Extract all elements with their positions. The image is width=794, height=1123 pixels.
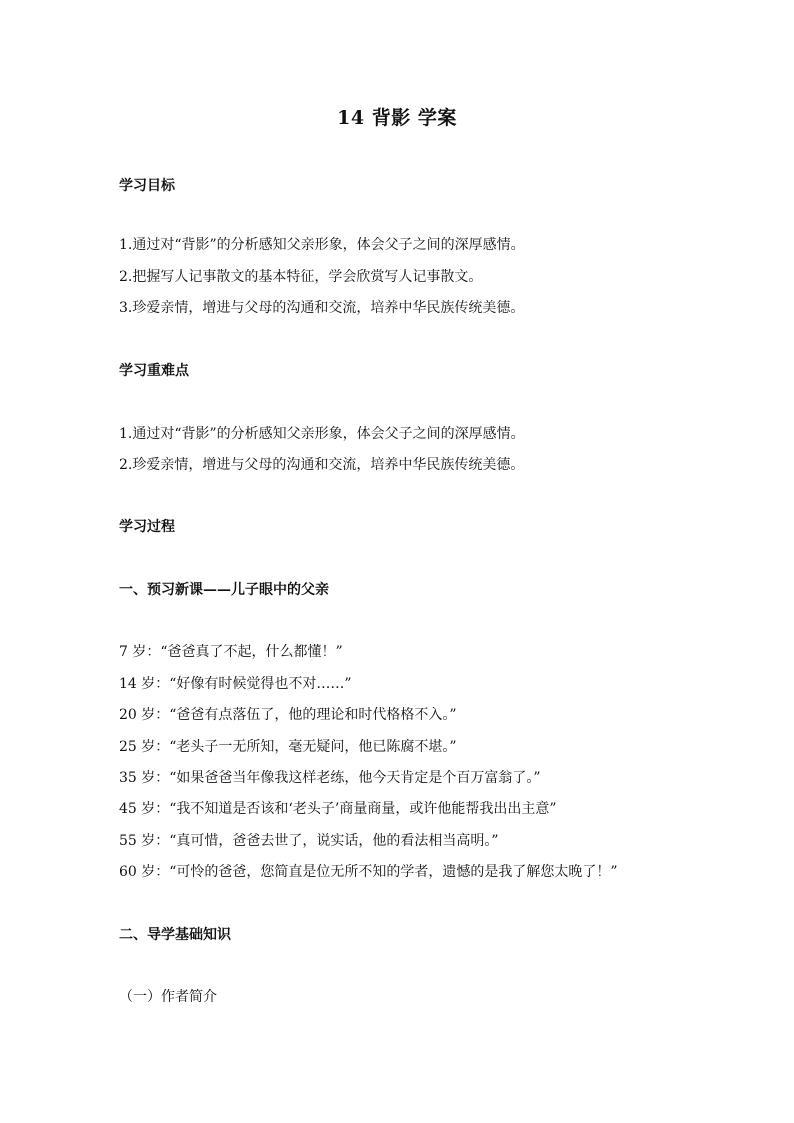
age-quote-60: 60 岁：“可怜的爸爸，您简直是位无所不知的学者，遗憾的是我了解您太晚了！” bbox=[119, 864, 618, 880]
age-quote-7: 7 岁：“爸爸真了不起，什么都懂！” bbox=[119, 644, 343, 660]
section-heading-key-points: 学习重难点 bbox=[119, 363, 189, 379]
age-quote-55: 55 岁：“真可惜，爸爸去世了，说实话，他的看法相当高明。” bbox=[119, 833, 499, 849]
objective-item-1: 1.通过对“背影”的分析感知父亲形象，体会父子之间的深厚感情。 bbox=[119, 237, 525, 253]
objective-item-3: 3.珍爱亲情，增进与父母的沟通和交流，培养中华民族传统美德。 bbox=[119, 300, 525, 316]
objective-item-2: 2.把握写人记事散文的基本特征，学会欣赏写人记事散文。 bbox=[119, 269, 483, 285]
section-heading-process: 学习过程 bbox=[119, 519, 175, 535]
part-two-heading: 二、导学基础知识 bbox=[119, 927, 231, 943]
age-quote-14: 14 岁：“好像有时候觉得也不对……” bbox=[119, 676, 352, 692]
age-quote-35: 35 岁：“如果爸爸当年像我这样老练，他今天肯定是个百万富翁了。” bbox=[119, 770, 541, 786]
part-two-subheading: （一）作者简介 bbox=[119, 989, 217, 1005]
age-quote-20: 20 岁：“爸爸有点落伍了，他的理论和时代格格不入。” bbox=[119, 707, 457, 723]
key-point-item-2: 2.珍爱亲情，增进与父母的沟通和交流，培养中华民族传统美德。 bbox=[119, 457, 525, 473]
age-quote-25: 25 岁：“老头子一无所知，毫无疑问，他已陈腐不堪。” bbox=[119, 739, 457, 755]
page-title: 14 背影 学案 bbox=[337, 107, 457, 129]
age-quote-45: 45 岁：“我不知道是否该和‘老头子’商量商量，或许他能帮我出出主意” bbox=[119, 801, 557, 817]
section-heading-objectives: 学习目标 bbox=[119, 178, 175, 194]
part-one-heading: 一、预习新课——儿子眼中的父亲 bbox=[119, 582, 329, 598]
key-point-item-1: 1.通过对“背影”的分析感知父亲形象，体会父子之间的深厚感情。 bbox=[119, 426, 525, 442]
